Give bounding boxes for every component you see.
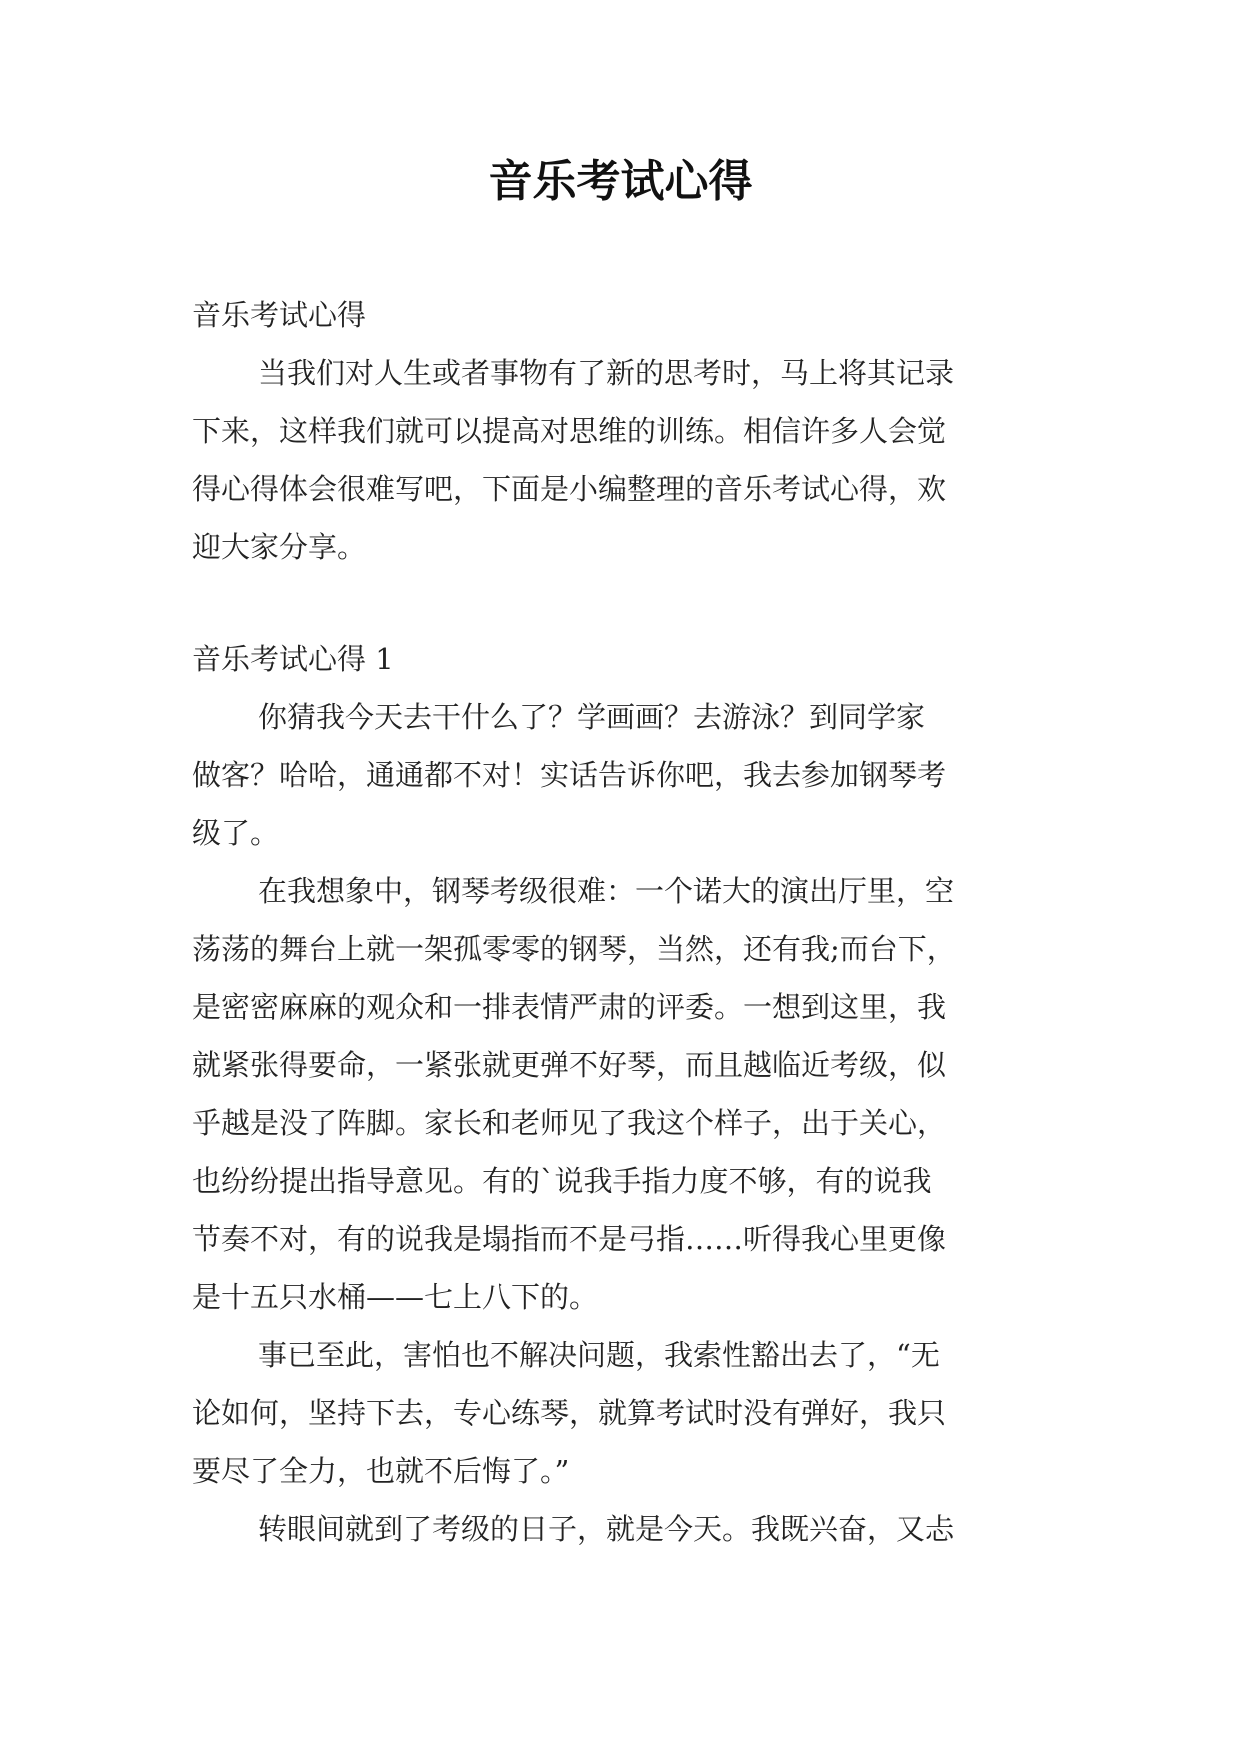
intro-paragraph <box>192 344 1052 576</box>
paragraph-line: 事已至此，害怕也不解决问题，我索性豁出去了，“无 <box>258 1338 940 1372</box>
paragraph-line: 要尽了全力，也就不后悔了。” <box>192 1454 570 1488</box>
paragraph-line: 在我想象中，钢琴考级很难：一个诺大的演出厅里，空 <box>258 874 955 908</box>
paragraph-line: 转眼间就到了考级的日子，就是今天。我既兴奋，又忐 <box>258 1512 955 1546</box>
paragraph-3 <box>192 1326 1052 1500</box>
paragraph-line: 就紧张得要命，一紧张就更弹不好琴，而且越临近考级，似 <box>192 1048 947 1082</box>
paragraph-line: 当我们对人生或者事物有了新的思考时，马上将其记录 <box>258 356 955 390</box>
paragraph-line: 荡荡的舞台上就一架孤零零的钢琴，当然，还有我;而台下， <box>192 932 956 966</box>
paragraph-line: 你猜我今天去干什么了？学画画？去游泳？到同学家 <box>258 700 926 734</box>
spacer <box>192 576 1052 630</box>
document-title: 音乐考试心得 <box>488 156 753 207</box>
paragraph-line: 是十五只水桶——七上八下的。 <box>192 1280 599 1314</box>
paragraph-line: 得心得体会很难写吧，下面是小编整理的音乐考试心得，欢 <box>192 472 947 506</box>
paragraph-line: 论如何，坚持下去，专心练琴，就算考试时没有弹好，我只 <box>192 1396 947 1430</box>
paragraph-4 <box>192 1500 1052 1558</box>
paragraph-line: 也纷纷提出指导意见。有的`说我手指力度不够，有的说我 <box>192 1164 932 1198</box>
document-body <box>192 286 1052 1558</box>
paragraph-line: 乎越是没了阵脚。家长和老师见了我这个样子，出于关心， <box>192 1106 947 1140</box>
paragraph-line: 级了。 <box>192 816 280 850</box>
paragraph-line: 迎大家分享。 <box>192 530 367 564</box>
paragraph-2 <box>192 862 1052 1326</box>
paragraph-line: 下来，这样我们就可以提高对思维的训练。相信许多人会觉 <box>192 414 947 448</box>
paragraph-line: 做客？哈哈，通通都不对！实话告诉你吧，我去参加钢琴考 <box>192 758 947 792</box>
section-heading-1: 音乐考试心得 1 <box>192 642 394 676</box>
paragraph-line: 节奏不对，有的说我是塌指而不是弓指……听得我心里更像 <box>192 1222 947 1256</box>
section-heading-main: 音乐考试心得 <box>192 298 367 332</box>
paragraph-1 <box>192 688 1052 862</box>
paragraph-line: 是密密麻麻的观众和一排表情严肃的评委。一想到这里，我 <box>192 990 947 1024</box>
